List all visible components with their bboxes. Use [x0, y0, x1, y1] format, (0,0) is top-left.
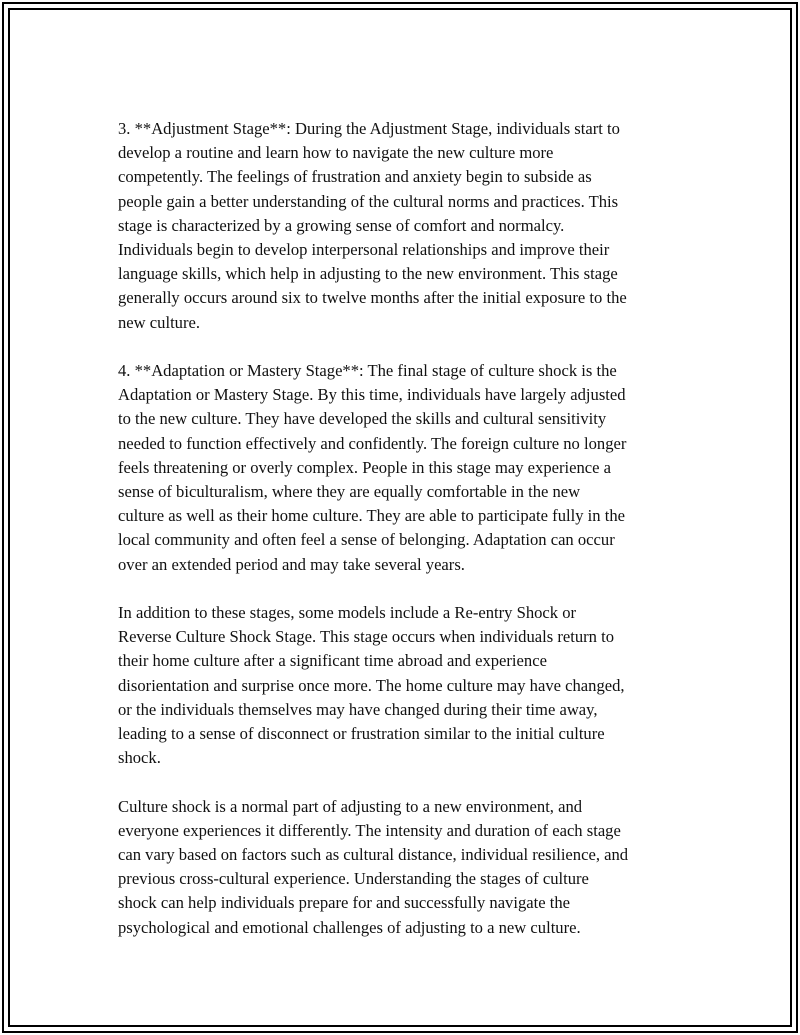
paragraph-adjustment-stage: 3. **Adjustment Stage**: During the Adjustment Stage, individuals start to develop a routine and learn how to navigate the new culture more competently. The feelings of frustration and anxiety begin to subside as people gain a better understanding of the cultural norms and practices. This stage is characterized by a growing sense of comfort and normalcy. Individuals begin to develop interpersonal relationships and improve their language skills, which help in adjusting to the new environment. This stage generally occurs around six to twelve months after the initial exposure to the new culture. [118, 119, 627, 332]
paragraph-conclusion: Culture shock is a normal part of adjusting to a new environment, and everyone experiences it differently. The intensity and duration of each stage can vary based on factors such as cultural distance, individual resilience, and previous cross-cultural experience. Understanding the stages of culture shock can help individuals prepare for and successfully navigate the psychological and emotional challenges of adjusting to a new culture. [118, 796, 629, 937]
document-body [118, 117, 690, 940]
paragraph-reentry-shock: In addition to these stages, some models include a Re-entry Shock or Reverse Culture Shock Stage. This stage occurs when individuals return to their home culture after a significant time abroad and experience disorientation and surprise once more. The home culture may have changed, or the individuals themselves may have changed during their time away, leading to a sense of disconnect or frustration similar to the initial culture shock. [118, 603, 625, 768]
paragraph-adaptation-stage: 4. **Adaptation or Mastery Stage**: The final stage of culture shock is the Adaptation or Mastery Stage. By this time, individuals have largely adjusted to the new culture. They have developed the skills and cultural sensitivity needed to function effectively and confidently. The foreign culture no longer feels threatening or overly complex. People in this stage may experience a sense of biculturalism, where they are equally comfortable in the new culture as well as their home culture. They are able to participate fully in the local community and often feel a sense of belonging. Adaptation can occur over an extended period and may take several years. [118, 361, 627, 574]
